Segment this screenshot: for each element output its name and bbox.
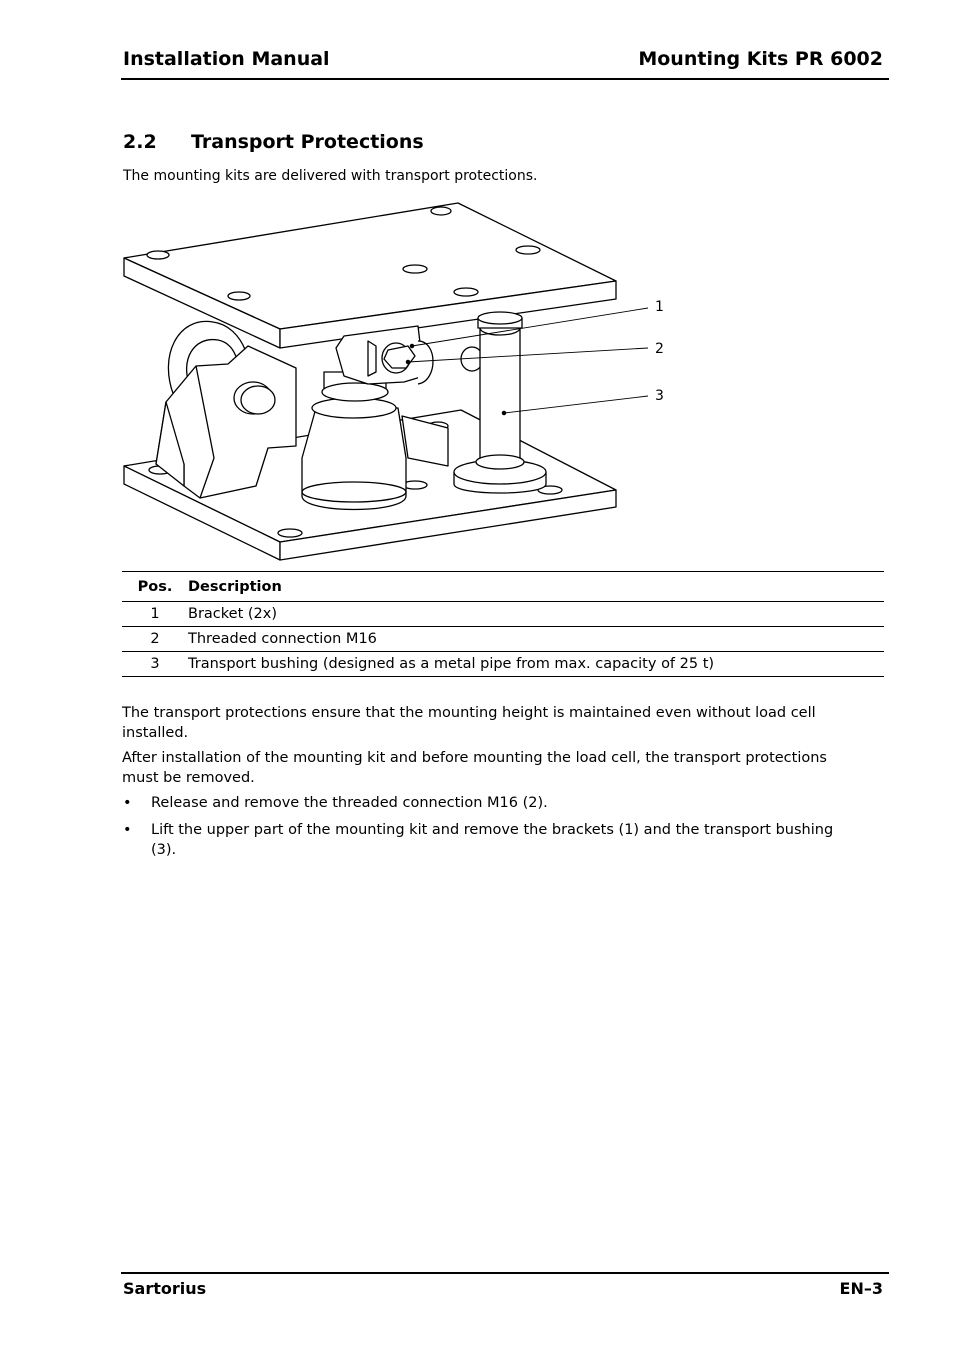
center-cylinder bbox=[302, 408, 406, 510]
row-pos: 3 bbox=[122, 652, 188, 677]
row-pos: 2 bbox=[122, 627, 188, 652]
table-row bbox=[122, 652, 884, 677]
section-title: Transport Protections bbox=[191, 131, 424, 153]
list-item bbox=[122, 820, 862, 860]
section-heading bbox=[123, 131, 424, 153]
page-header bbox=[121, 44, 889, 80]
table-header-row bbox=[122, 572, 884, 602]
footer-page-number: EN–3 bbox=[839, 1279, 883, 1298]
column-header-description: Description bbox=[188, 572, 884, 602]
header-product-title: Mounting Kits PR 6002 bbox=[638, 48, 883, 70]
callout-1: 1 bbox=[655, 299, 664, 315]
row-pos: 1 bbox=[122, 602, 188, 627]
row-description: Transport bushing (designed as a metal pipe from max. capacity of 25 t) bbox=[188, 652, 884, 677]
mounting-kit-illustration bbox=[118, 196, 678, 568]
table-row bbox=[122, 602, 884, 627]
header-manual-title: Installation Manual bbox=[123, 48, 330, 70]
position-table bbox=[122, 571, 884, 677]
paragraph: After installation of the mounting kit and before mounting the load cell, the transport protections must be removed. bbox=[122, 750, 827, 786]
callout-3: 3 bbox=[655, 388, 664, 404]
list-item-text: Lift the upper part of the mounting kit and remove the brackets (1) and the transport bushing (3). bbox=[151, 822, 834, 858]
bullet-icon: • bbox=[123, 795, 132, 811]
footer-company: Sartorius bbox=[123, 1279, 207, 1298]
callout-2: 2 bbox=[655, 341, 664, 357]
page-footer bbox=[121, 1272, 889, 1298]
paragraph: The transport protections ensure that the mounting height is maintained even without load cell installed. bbox=[122, 705, 816, 741]
bullet-icon: • bbox=[123, 822, 132, 838]
table-row bbox=[122, 627, 884, 652]
intro-text: The mounting kits are delivered with transport protections. bbox=[123, 168, 538, 184]
list-item-text: Release and remove the threaded connection M16 (2). bbox=[151, 795, 548, 811]
body-text bbox=[122, 703, 862, 867]
row-description: Threaded connection M16 bbox=[188, 627, 884, 652]
section-number: 2.2 bbox=[123, 131, 157, 153]
row-description: Bracket (2x) bbox=[188, 602, 884, 627]
instruction-list bbox=[122, 793, 862, 860]
list-item bbox=[122, 793, 862, 813]
column-header-pos: Pos. bbox=[122, 572, 188, 602]
transport-bushing bbox=[480, 328, 520, 458]
